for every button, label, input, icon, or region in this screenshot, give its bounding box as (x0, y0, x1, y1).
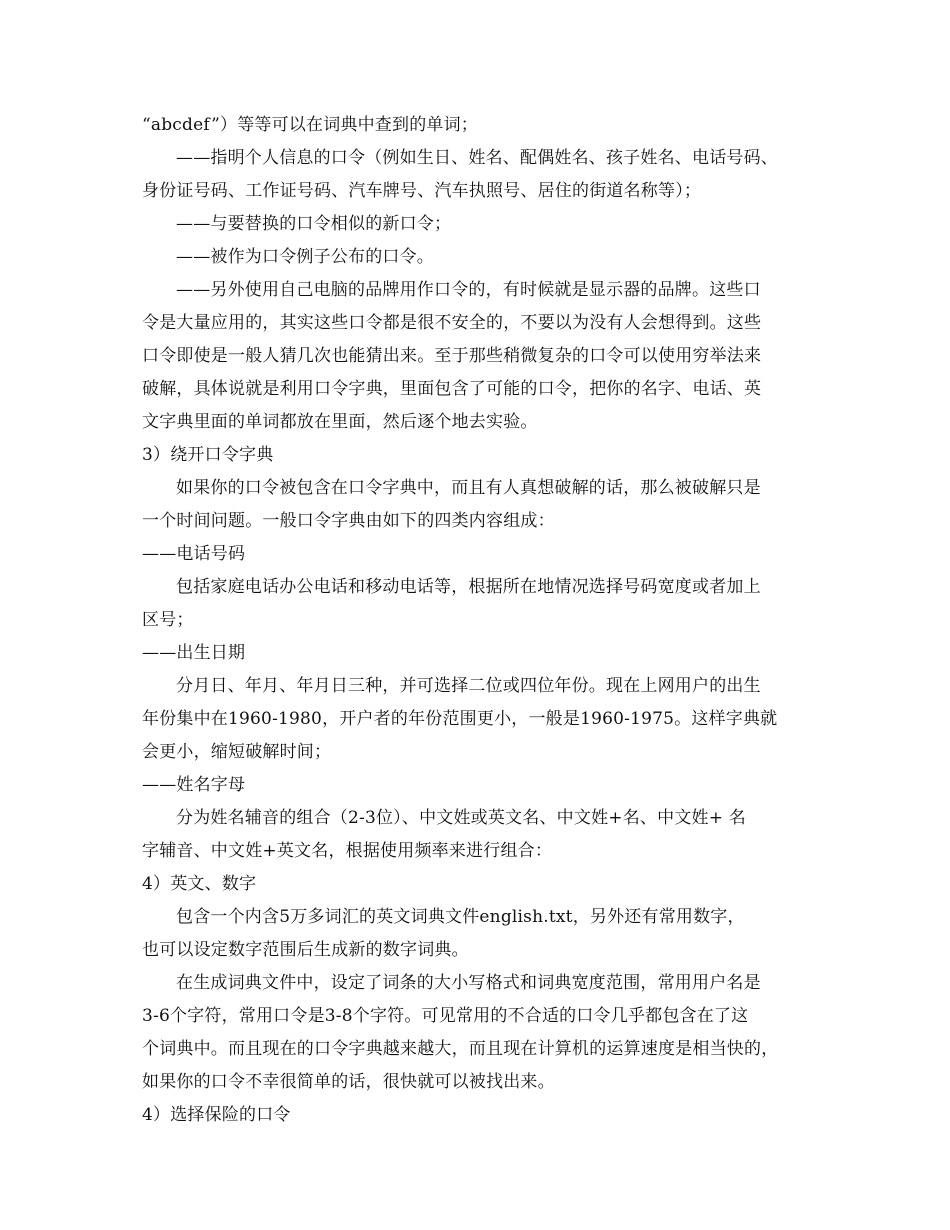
text-line: ——被作为口令例子公布的口令。 (176, 247, 434, 267)
text-line: 口令即使是一般人猜几次也能猜出来。至于那些稍微复杂的口令可以使用穷举法来 (142, 346, 762, 366)
text-line: 包含一个内含5万多词汇的英文词典文件english.txt，另外还有常用数字， (176, 907, 745, 927)
text-line: 也可以设定数字范围后生成新的数字词典。 (142, 940, 469, 960)
list-heading: ——电话号码 (142, 544, 246, 564)
text-line: ——与要替换的口令相似的新口令； (176, 214, 452, 234)
text-line: 分为姓名辅音的组合（2-3位）、中文姓或英文名、中文姓+名、中文姓+ 名 (176, 808, 746, 828)
text-line: 如果你的口令不幸很简单的话，很快就可以被找出来。 (142, 1072, 555, 1092)
section-heading: 4）英文、数字 (142, 874, 257, 894)
text-line: 身份证号码、工作证号码、汽车牌号、汽车执照号、居住的街道名称等）； (142, 181, 702, 201)
text-line: 区号； (142, 610, 194, 630)
text-line: 一个时间问题。一般口令字典由如下的四类内容组成： (142, 511, 555, 531)
list-heading: ——姓名字母 (142, 775, 246, 795)
text-line: “abcdef”）等等可以在词典中查到的单词； (142, 115, 479, 135)
text-line: 破解，具体说就是利用口令字典，里面包含了可能的口令，把你的名字、电话、英 (142, 379, 762, 399)
section-heading: 3）绕开口令字典 (142, 445, 274, 465)
text-line: 字辅音、中文姓+英文名，根据使用频率来进行组合： (142, 841, 553, 861)
section-heading: 4）选择保险的口令 (142, 1105, 291, 1125)
text-line: 令是大量应用的，其实这些口令都是很不安全的，不要以为没有人会想得到。这些 (142, 313, 762, 333)
text-line: 年份集中在1960-1980，开户者的年份范围更小，一般是1960-1975。这样字典就 (142, 709, 778, 729)
text-line: 包括家庭电话办公电话和移动电话等，根据所在地情况选择号码宽度或者加上 (176, 577, 761, 597)
text-line: 个词典中。而且现在的口令字典越来越大，而且现在计算机的运算速度是相当快的， (142, 1039, 779, 1059)
text-line: 3-6个字符，常用口令是3-8个字符。可见常用的不合适的口令几乎都包含在了这 (142, 1006, 749, 1026)
text-line: 分月日、年月、年月日三种，并可选择二位或四位年份。现在上网用户的出生 (176, 676, 761, 696)
text-line: ——另外使用自己电脑的品牌用作口令的，有时候就是显示器的品牌。这些口 (176, 280, 761, 300)
text-line: 文字典里面的单词都放在里面，然后逐个地去实验。 (142, 412, 538, 432)
list-heading: ——出生日期 (142, 643, 246, 663)
text-line: ——指明个人信息的口令（例如生日、姓名、配偶姓名、孩子姓名、电话号码、 (176, 148, 778, 168)
text-line: 会更小，缩短破解时间； (142, 742, 332, 762)
text-line: 如果你的口令被包含在口令字典中，而且有人真想破解的话，那么被破解只是 (176, 478, 761, 498)
text-line: 在生成词典文件中，设定了词条的大小写格式和词典宽度范围，常用用户名是 (176, 973, 761, 993)
